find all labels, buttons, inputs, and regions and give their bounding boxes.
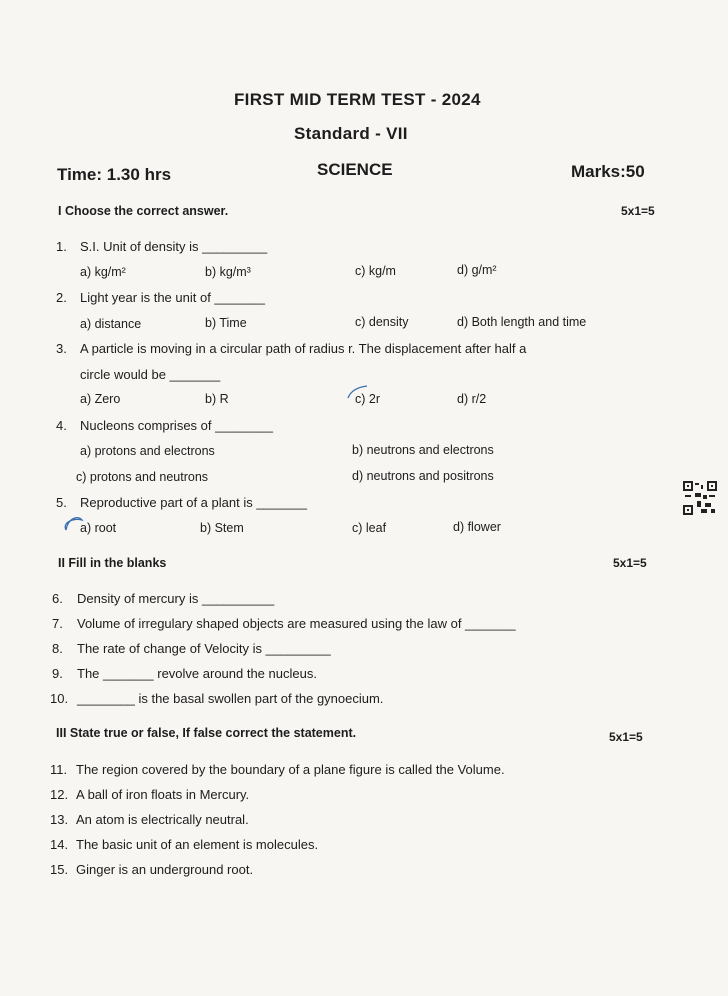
- question-number: 4.: [56, 418, 67, 433]
- question-text: Light year is the unit of _______: [80, 290, 266, 305]
- question-number: 8.: [52, 641, 63, 656]
- option: b) neutrons and electrons: [352, 443, 494, 457]
- option: a) distance: [80, 317, 142, 331]
- option: c) kg/m: [355, 264, 396, 278]
- standard-label: Standard - VII: [294, 124, 408, 143]
- question-number: 2.: [56, 290, 67, 305]
- exam-title: FIRST MID TERM TEST - 2024: [234, 90, 481, 109]
- time-label: Time: 1.30 hrs: [57, 165, 172, 184]
- question-number: 6.: [52, 591, 63, 606]
- option: d) Both length and time: [457, 315, 587, 329]
- pen-circle-mark: [60, 512, 100, 540]
- option: a) protons and electrons: [80, 444, 215, 458]
- option: b) Stem: [200, 521, 244, 535]
- section-2-heading: II Fill in the blanks: [58, 556, 167, 570]
- question-text: ________ is the basal swollen part of the gynoecium.: [77, 691, 384, 706]
- question-text: The region covered by the boundary of a plane figure is called the Volume.: [76, 762, 505, 777]
- question-number: 3.: [56, 341, 67, 356]
- question-text: Density of mercury is __________: [77, 591, 275, 606]
- question-number: 10.: [50, 691, 69, 706]
- section-3-heading: III State true or false, If false correct the statement.: [56, 726, 357, 740]
- option: a) Zero: [80, 392, 121, 406]
- section-1-heading: I Choose the correct answer.: [58, 204, 229, 218]
- option: d) neutrons and positrons: [352, 469, 494, 483]
- question-text: Reproductive part of a plant is _______: [80, 495, 307, 510]
- question-text: The rate of change of Velocity is _________: [77, 641, 331, 656]
- subject-label: SCIENCE: [317, 160, 393, 179]
- question-text: S.I. Unit of density is _________: [80, 239, 268, 254]
- pen-tick-mark: [345, 384, 371, 406]
- question-number: 5.: [56, 495, 67, 510]
- section-1-marks: 5x1=5: [621, 204, 655, 218]
- question-number: 7.: [52, 616, 63, 631]
- question-text: A particle is moving in a circular path of radius r. The displacement after half a: [80, 341, 527, 356]
- question-text: Ginger is an underground root.: [76, 862, 254, 877]
- qr-code-icon: [683, 481, 717, 515]
- option: b) Time: [205, 316, 247, 330]
- question-text: Volume of irregulary shaped objects are measured using the law of _______: [77, 616, 516, 631]
- option: d) r/2: [457, 392, 487, 406]
- option: d) g/m²: [457, 263, 497, 277]
- option: a) root: [80, 521, 117, 535]
- question-number: 15.: [50, 862, 69, 877]
- option: d) flower: [453, 520, 501, 534]
- question-number: 13.: [50, 812, 69, 827]
- question-text: Nucleons comprises of ________: [80, 418, 273, 433]
- question-number: 12.: [50, 787, 69, 802]
- option: c) 2r: [355, 392, 380, 406]
- question-text: The basic unit of an element is molecules.: [76, 837, 319, 852]
- section-2-marks: 5x1=5: [613, 556, 647, 570]
- option: c) protons and neutrons: [76, 470, 209, 484]
- option: b) R: [205, 392, 229, 406]
- option: a) kg/m²: [80, 265, 126, 279]
- question-text: The _______ revolve around the nucleus.: [77, 666, 317, 681]
- question-number: 14.: [50, 837, 69, 852]
- option: b) kg/m³: [205, 265, 251, 279]
- question-number: 9.: [52, 666, 63, 681]
- question-text: A ball of iron floats in Mercury.: [76, 787, 250, 802]
- question-number: 11.: [50, 762, 68, 777]
- question-number: 1.: [56, 239, 67, 254]
- section-3-marks: 5x1=5: [609, 730, 643, 744]
- option: c) leaf: [352, 521, 387, 535]
- question-text: An atom is electrically neutral.: [76, 812, 249, 827]
- option: c) density: [355, 315, 409, 329]
- marks-label: Marks:50: [571, 162, 645, 181]
- question-text-continued: circle would be _______: [80, 367, 221, 382]
